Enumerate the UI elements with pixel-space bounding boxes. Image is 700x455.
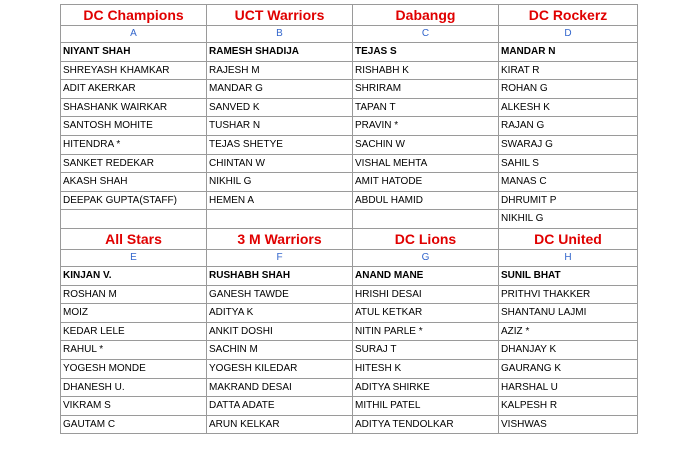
team-name: DC Rockerz bbox=[499, 5, 638, 26]
player-cell: KEDAR LELE bbox=[61, 322, 207, 341]
player-cell: SACHIN W bbox=[353, 135, 499, 154]
player-cell: ADIT AKERKAR bbox=[61, 80, 207, 99]
player-cell: RAHUL * bbox=[61, 341, 207, 360]
player-cell: SHANTANU LAJMI bbox=[499, 304, 638, 323]
player-cell: NITIN PARLE * bbox=[353, 322, 499, 341]
player-row bbox=[61, 415, 638, 434]
player-cell: HARSHAL U bbox=[499, 378, 638, 397]
player-cell: MOIZ bbox=[61, 304, 207, 323]
player-row bbox=[61, 154, 638, 173]
team-name-row bbox=[61, 228, 638, 249]
player-cell: HITESH K bbox=[353, 359, 499, 378]
player-row bbox=[61, 98, 638, 117]
player-cell: MAKRAND DESAI bbox=[207, 378, 353, 397]
captain-cell: NIYANT SHAH bbox=[61, 43, 207, 62]
player-cell: SURAJ T bbox=[353, 341, 499, 360]
player-cell: SAHIL S bbox=[499, 154, 638, 173]
player-cell: SANVED K bbox=[207, 98, 353, 117]
player-cell: GANESH TAWDE bbox=[207, 285, 353, 304]
player-cell: DHRUMIT P bbox=[499, 191, 638, 210]
team-letter: F bbox=[207, 249, 353, 266]
team-name: DC Lions bbox=[353, 228, 499, 249]
player-cell: MANDAR G bbox=[207, 80, 353, 99]
player-cell: PRITHVI THAKKER bbox=[499, 285, 638, 304]
player-cell: SANTOSH MOHITE bbox=[61, 117, 207, 136]
player-cell: SACHIN M bbox=[207, 341, 353, 360]
team-letter: G bbox=[353, 249, 499, 266]
player-row bbox=[61, 117, 638, 136]
player-cell: MITHIL PATEL bbox=[353, 397, 499, 416]
player-cell: DEEPAK GUPTA(STAFF) bbox=[61, 191, 207, 210]
player-cell: TEJAS SHETYE bbox=[207, 135, 353, 154]
player-cell: AKASH SHAH bbox=[61, 173, 207, 192]
player-cell: ABDUL HAMID bbox=[353, 191, 499, 210]
player-cell: VISHAL MEHTA bbox=[353, 154, 499, 173]
player-row bbox=[61, 359, 638, 378]
player-cell: GAUTAM C bbox=[61, 415, 207, 434]
player-cell: NIKHIL G bbox=[499, 210, 638, 229]
player-cell: RAJAN G bbox=[499, 117, 638, 136]
team-name-row bbox=[61, 5, 638, 26]
team-letter-row bbox=[61, 26, 638, 43]
player-row bbox=[61, 266, 638, 285]
player-cell: YOGESH MONDE bbox=[61, 359, 207, 378]
player-cell: RAJESH M bbox=[207, 61, 353, 80]
captain-cell: KINJAN V. bbox=[61, 266, 207, 285]
player-cell: DATTA ADATE bbox=[207, 397, 353, 416]
player-cell: HEMEN A bbox=[207, 191, 353, 210]
captain-cell: ANAND MANE bbox=[353, 266, 499, 285]
team-letter: D bbox=[499, 26, 638, 43]
team-name: DC Champions bbox=[61, 5, 207, 26]
player-cell: AMIT HATODE bbox=[353, 173, 499, 192]
team-letter-row bbox=[61, 249, 638, 266]
player-cell: ROHAN G bbox=[499, 80, 638, 99]
player-cell: ROSHAN M bbox=[61, 285, 207, 304]
player-row bbox=[61, 135, 638, 154]
player-row bbox=[61, 397, 638, 416]
player-row bbox=[61, 43, 638, 62]
captain-cell: RUSHABH SHAH bbox=[207, 266, 353, 285]
player-cell: DHANESH U. bbox=[61, 378, 207, 397]
captain-cell: MANDAR N bbox=[499, 43, 638, 62]
player-cell: MANAS C bbox=[499, 173, 638, 192]
captain-cell: SUNIL BHAT bbox=[499, 266, 638, 285]
player-cell: GAURANG K bbox=[499, 359, 638, 378]
team-letter: A bbox=[61, 26, 207, 43]
empty-cell bbox=[207, 210, 353, 229]
player-cell: TUSHAR N bbox=[207, 117, 353, 136]
player-cell: KIRAT R bbox=[499, 61, 638, 80]
player-cell: TAPAN T bbox=[353, 98, 499, 117]
player-cell: SHRIRAM bbox=[353, 80, 499, 99]
empty-cell bbox=[61, 210, 207, 229]
player-cell: VISHWAS bbox=[499, 415, 638, 434]
teams-sheet bbox=[60, 4, 638, 434]
team-name: UCT Warriors bbox=[207, 5, 353, 26]
player-cell: HRISHI DESAI bbox=[353, 285, 499, 304]
player-cell: SHREYASH KHAMKAR bbox=[61, 61, 207, 80]
team-letter: H bbox=[499, 249, 638, 266]
player-cell: NIKHIL G bbox=[207, 173, 353, 192]
player-cell: RISHABH K bbox=[353, 61, 499, 80]
captain-cell: RAMESH SHADIJA bbox=[207, 43, 353, 62]
team-name: All Stars bbox=[61, 228, 207, 249]
team-name: Dabangg bbox=[353, 5, 499, 26]
player-row bbox=[61, 173, 638, 192]
player-row bbox=[61, 210, 638, 229]
player-cell: VIKRAM S bbox=[61, 397, 207, 416]
player-cell: ADITYA TENDOLKAR bbox=[353, 415, 499, 434]
player-cell: PRAVIN * bbox=[353, 117, 499, 136]
player-cell: DHANJAY K bbox=[499, 341, 638, 360]
team-name: DC United bbox=[499, 228, 638, 249]
team-letter: B bbox=[207, 26, 353, 43]
empty-cell bbox=[353, 210, 499, 229]
player-cell: KALPESH R bbox=[499, 397, 638, 416]
player-row bbox=[61, 341, 638, 360]
player-cell: SHASHANK WAIRKAR bbox=[61, 98, 207, 117]
player-cell: AZIZ * bbox=[499, 322, 638, 341]
player-cell: ANKIT DOSHI bbox=[207, 322, 353, 341]
player-cell: ALKESH K bbox=[499, 98, 638, 117]
player-cell: SANKET REDEKAR bbox=[61, 154, 207, 173]
player-row bbox=[61, 322, 638, 341]
player-cell: ARUN KELKAR bbox=[207, 415, 353, 434]
player-row bbox=[61, 304, 638, 323]
captain-cell: TEJAS S bbox=[353, 43, 499, 62]
player-cell: ADITYA K bbox=[207, 304, 353, 323]
team-letter: C bbox=[353, 26, 499, 43]
player-cell: HITENDRA * bbox=[61, 135, 207, 154]
player-row bbox=[61, 285, 638, 304]
team-name: 3 M Warriors bbox=[207, 228, 353, 249]
player-row bbox=[61, 61, 638, 80]
player-cell: SWARAJ G bbox=[499, 135, 638, 154]
player-cell: YOGESH KILEDAR bbox=[207, 359, 353, 378]
player-row bbox=[61, 191, 638, 210]
player-cell: ATUL KETKAR bbox=[353, 304, 499, 323]
team-letter: E bbox=[61, 249, 207, 266]
player-row bbox=[61, 378, 638, 397]
player-cell: CHINTAN W bbox=[207, 154, 353, 173]
player-cell: ADITYA SHIRKE bbox=[353, 378, 499, 397]
player-row bbox=[61, 80, 638, 99]
